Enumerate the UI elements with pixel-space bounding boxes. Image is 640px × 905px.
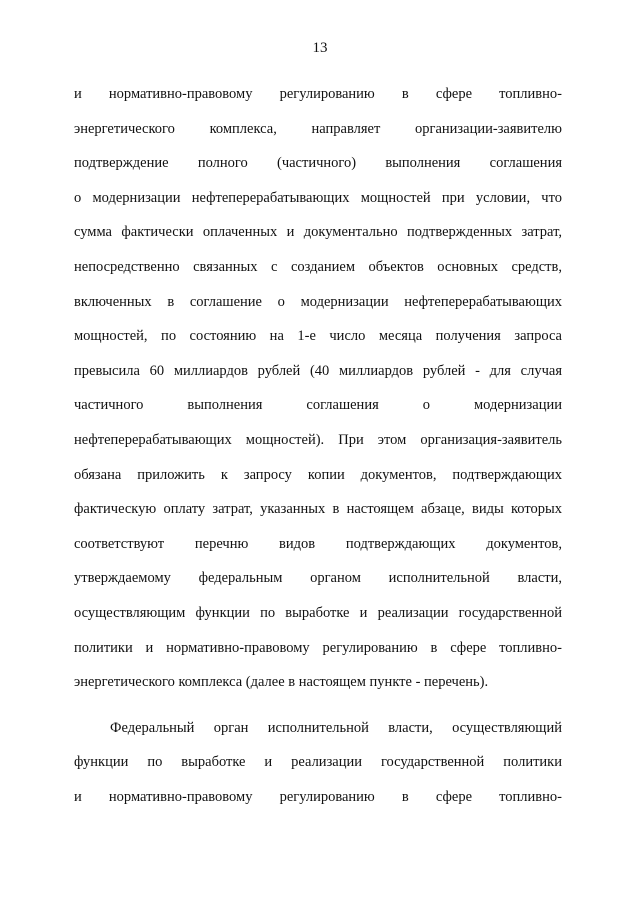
page-number: 13	[312, 40, 328, 56]
text-line: о модернизации нефтеперерабатывающих мощностей при условии, что	[74, 189, 562, 206]
paragraph-1	[74, 77, 562, 700]
paragraph-gap	[74, 700, 562, 711]
paragraph-2	[74, 711, 562, 815]
text-line: соответствуют перечню видов подтверждающих документов,	[74, 535, 562, 552]
text-line: непосредственно связанных с созданием объектов основных средств,	[74, 258, 562, 275]
body-text	[74, 77, 562, 814]
text-line: включенных в соглашение о модернизации нефтеперерабатывающих	[74, 293, 562, 310]
text-line: частичного выполнения соглашения о модернизации	[74, 397, 562, 414]
text-line: осуществляющим функции по выработке и реализации государственной	[74, 604, 562, 621]
text-line: мощностей, по состоянию на 1-е число месяца получения запроса	[74, 328, 562, 345]
text-line: фактическую оплату затрат, указанных в настоящем абзаце, виды которых	[74, 501, 562, 518]
text-line: Федеральный орган исполнительной власти, осуществляющий	[110, 719, 562, 736]
text-line: и нормативно-правовому регулированию в сфере топливно-	[74, 788, 562, 805]
text-line: превысила 60 миллиардов рублей (40 миллиардов рублей - для случая	[74, 362, 562, 379]
text-line: энергетического комплекса (далее в настоящем пункте - перечень).	[74, 674, 489, 691]
text-line: утверждаемому федеральным органом исполнительной власти,	[74, 570, 562, 587]
text-line: обязана приложить к запросу копии документов, подтверждающих	[74, 466, 562, 483]
text-line: и нормативно-правовому регулированию в сфере топливно-	[74, 86, 562, 102]
text-line: энергетического комплекса, направляет организации-заявителю	[74, 120, 562, 137]
text-line: политики и нормативно-правовому регулированию в сфере топливно-	[74, 639, 562, 656]
text-line: сумма фактически оплаченных и документально подтвержденных затрат,	[74, 224, 562, 241]
text-line: функции по выработке и реализации государственной политики	[74, 754, 562, 771]
text-line: нефтеперерабатывающих мощностей). При этом организация-заявитель	[74, 431, 562, 448]
text-line: подтверждение полного (частичного) выполнения соглашения	[74, 155, 562, 172]
